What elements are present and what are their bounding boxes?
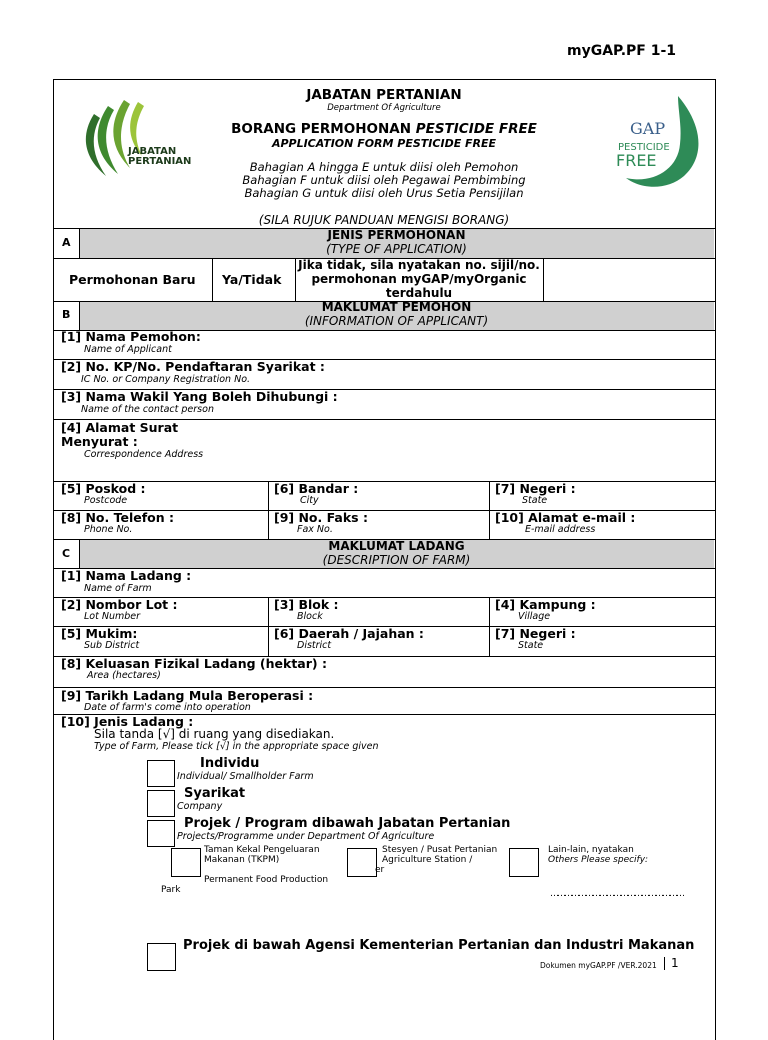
pesticide-free-logo [612, 94, 704, 190]
address-sublabel: Correspondence Address [84, 449, 204, 460]
lot-number-sublabel: Lot Number [84, 611, 141, 622]
farm-type-hint-en: Type of Farm, Please tick [√] in the appropriate space given [94, 741, 379, 752]
block-label: [3] Blok : [274, 597, 339, 612]
footer-doc: Dokumen myGAP.PF /VER.2021 [540, 961, 657, 970]
agriculture-station-label-2: Agriculture Station / [382, 855, 473, 865]
note-a: Bahagian A hingga E untuk diisi oleh Pemohon [249, 160, 519, 174]
address-label-2: Menyurat : [61, 434, 138, 449]
note-f: Bahagian F untuk diisi oleh Pegawai Pembimbing [242, 173, 526, 187]
farm-state-sublabel: State [518, 640, 544, 651]
start-date-input[interactable] [330, 690, 710, 712]
previous-cert-input[interactable] [545, 260, 713, 300]
district-label: [6] Daerah / Jajahan : [274, 626, 424, 641]
city-label: [6] Bandar : [274, 481, 359, 496]
doa-project-label: Projek / Program dibawah Jabatan Pertanian [184, 816, 511, 831]
document-code: myGAP.PF 1-1 [567, 43, 677, 59]
company-label: Syarikat [184, 786, 246, 801]
contact-person-input[interactable] [355, 392, 710, 418]
logo-right-text-2: FREE [616, 151, 657, 170]
address-label-1: [4] Alamat Surat [61, 420, 179, 435]
jabatan-pertanian-logo [74, 96, 204, 186]
agency-name-en: Department Of Agriculture [327, 103, 441, 113]
start-date-sublabel: Date of farm's come into operation [84, 702, 251, 713]
fax-sublabel: Fax No. [297, 524, 333, 535]
farm-name-label: [1] Nama Ladang : [61, 568, 192, 583]
subdistrict-label: [5] Mukim: [61, 626, 138, 641]
applicant-name-input[interactable] [220, 332, 710, 358]
section-c-title: MAKLUMAT LADANG [328, 539, 465, 553]
village-sublabel: Village [518, 611, 551, 622]
state-label: [7] Negeri : [495, 481, 576, 496]
tkpm-label-2: Makanan (TKPM) [204, 855, 280, 865]
agriculture-station-label-1: Stesyen / Pusat Pertanian [382, 845, 498, 855]
phone-label: [8] No. Telefon : [61, 510, 175, 525]
company-checkbox[interactable] [147, 790, 175, 817]
farm-name-input[interactable] [210, 570, 710, 596]
logo-right-text-1: PESTICIDE [618, 142, 670, 153]
ministry-agency-label: Projek di bawah Agensi Kementerian Pertanian dan Industri Makanan [183, 938, 695, 953]
agriculture-station-label-3: er [375, 865, 385, 875]
agriculture-station-checkbox[interactable] [347, 848, 377, 877]
farm-type-hint: Sila tanda [√] di ruang yang disediakan. [94, 727, 335, 741]
tkpm-sublabel-1: Permanent Food Production [204, 875, 329, 885]
village-label: [4] Kampung : [495, 597, 596, 612]
applicant-name-sublabel: Name of Applicant [84, 344, 172, 355]
logo-right-brand: GAP [630, 119, 666, 138]
logo-left-text-1: JABATAN [128, 146, 177, 157]
section-c-title-en: (DESCRIPTION OF FARM) [322, 553, 471, 567]
postcode-label: [5] Poskod : [61, 481, 146, 496]
form-title-italic: PESTICIDE FREE [415, 121, 537, 137]
city-sublabel: City [300, 495, 319, 506]
contact-person-label: [3] Nama Wakil Yang Boleh Dihubungi : [61, 389, 338, 404]
tkpm-label-1: Taman Kekal Pengeluaran [204, 845, 320, 855]
doa-project-checkbox[interactable] [147, 820, 175, 847]
postcode-sublabel: Postcode [84, 495, 128, 506]
individual-label: Individu [200, 756, 260, 771]
tkpm-sublabel-2: Park [161, 885, 181, 895]
previous-cert-label: Jika tidak, sila nyatakan no. sijil/no. permohonan myGAP/myOrganic terdahulu [298, 258, 540, 300]
guide-note: (SILA RUJUK PANDUAN MENGISI BORANG) [258, 213, 510, 227]
ic-number-input[interactable] [340, 362, 710, 388]
state-sublabel: State [522, 495, 548, 506]
phone-sublabel: Phone No. [84, 524, 133, 535]
section-c-letter: C [62, 547, 71, 560]
individual-checkbox[interactable] [147, 760, 175, 787]
tkpm-checkbox[interactable] [171, 848, 201, 877]
others-label-2: Others Please specify: [548, 855, 649, 865]
block-sublabel: Block [297, 611, 323, 622]
applicant-name-label: [1] Nama Pemohon: [61, 329, 201, 344]
company-sublabel: Company [177, 801, 223, 812]
start-date-label: [9] Tarikh Ladang Mula Beroperasi : [61, 688, 314, 703]
contact-person-sublabel: Name of the contact person [81, 404, 214, 415]
email-sublabel: E-mail address [525, 524, 596, 535]
district-sublabel: District [297, 640, 332, 651]
subdistrict-sublabel: Sub District [84, 640, 140, 651]
new-application-label: Permohonan Baru [69, 272, 196, 287]
fax-label: [9] No. Faks : [274, 510, 368, 525]
section-b-letter: B [62, 308, 71, 321]
doa-project-sublabel: Projects/Programme under Department Of Agriculture [177, 831, 435, 842]
ic-number-label: [2] No. KP/No. Pendaftaran Syarikat : [61, 359, 325, 374]
email-label: [10] Alamat e-mail : [495, 510, 636, 525]
form-title [200, 121, 568, 137]
section-b-title-en: (INFORMATION OF APPLICANT) [304, 314, 489, 328]
individual-sublabel: Individual/ Smallholder Farm [177, 771, 314, 782]
farm-name-sublabel: Name of Farm [84, 583, 152, 594]
agency-name: JABATAN PERTANIAN [306, 87, 462, 103]
area-input[interactable] [345, 658, 710, 686]
ministry-agency-checkbox[interactable] [147, 943, 176, 971]
others-label-1: Lain-lain, nyatakan [548, 845, 634, 855]
others-specify-input[interactable]: ………………………………………………… [550, 889, 683, 899]
ic-number-sublabel: IC No. or Company Registration No. [81, 374, 251, 385]
address-input[interactable] [220, 422, 710, 478]
farm-type-label: [10] Jenis Ladang : [61, 714, 194, 729]
area-label: [8] Keluasan Fizikal Ladang (hektar) : [61, 656, 327, 671]
area-sublabel: Area (hectares) [87, 670, 161, 681]
others-checkbox[interactable] [509, 848, 539, 877]
section-a-title: JENIS PERMOHONAN [327, 228, 466, 242]
form-title-plain: BORANG PERMOHONAN [231, 121, 416, 137]
form-title-en: APPLICATION FORM PESTICIDE FREE [271, 137, 497, 150]
logo-left-text-2: PERTANIAN [128, 156, 192, 167]
section-a-title-en: (TYPE OF APPLICATION) [326, 242, 467, 256]
page-number: 1 [671, 956, 679, 970]
farm-state-label: [7] Negeri : [495, 626, 576, 641]
note-g: Bahagian G untuk diisi oleh Urus Setia Pensijilan [244, 186, 524, 200]
lot-number-label: [2] Nombor Lot : [61, 597, 178, 612]
section-a-letter: A [62, 236, 71, 249]
section-b-title: MAKLUMAT PEMOHON [321, 300, 472, 314]
yes-no-option[interactable]: Ya/Tidak [222, 272, 282, 287]
